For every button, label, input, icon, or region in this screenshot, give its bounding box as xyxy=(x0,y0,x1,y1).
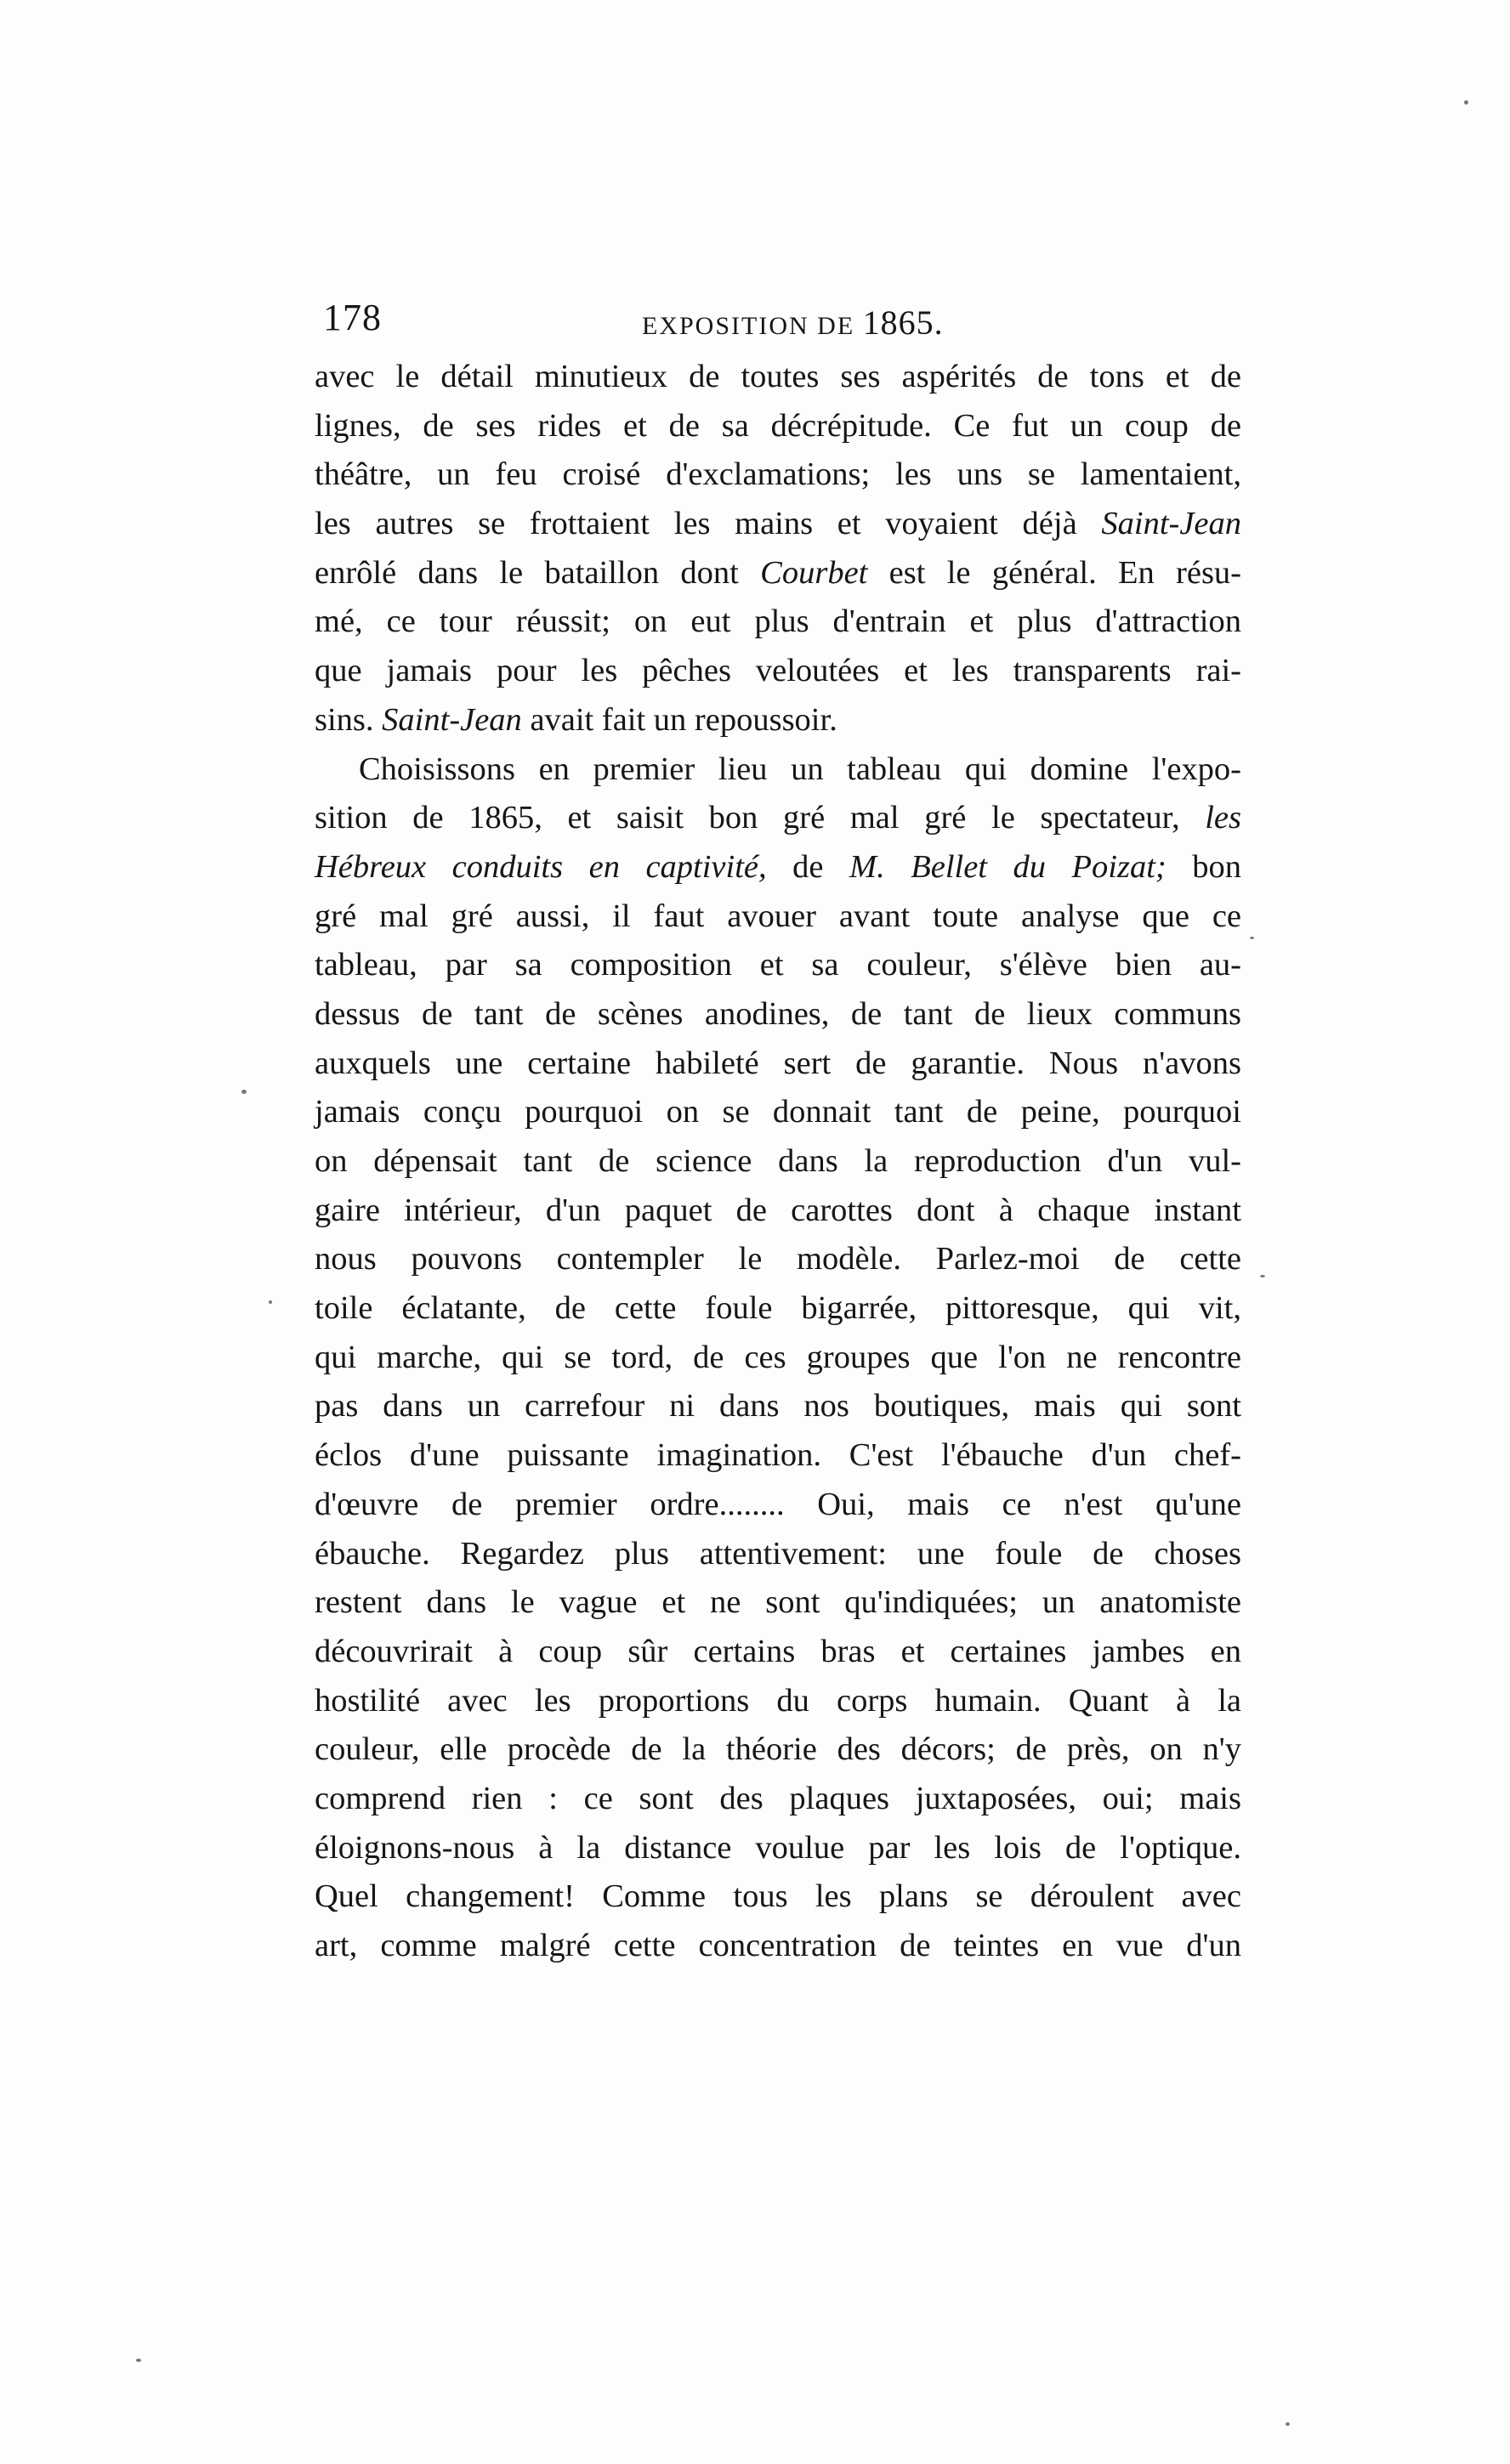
italic-name: Saint-Jean xyxy=(382,701,522,738)
running-title xyxy=(642,303,944,343)
body-text xyxy=(315,353,1241,1971)
text-line: comprend rien : ce sont des plaques juxtaposées, oui; mais xyxy=(315,1780,1241,1816)
text-line: jamais conçu pourquoi on se donnait tant de peine, pourquoi xyxy=(315,1094,1241,1130)
running-title-year: 1865. xyxy=(862,303,944,342)
text-line xyxy=(315,794,1241,843)
italic-title: Hébreux conduits en captivité, xyxy=(315,848,767,885)
text-segment: de xyxy=(792,848,824,885)
italic-name: M. Bellet du Poizat; xyxy=(849,848,1167,885)
text-line xyxy=(315,696,1241,745)
scan-speck xyxy=(1250,937,1254,939)
text-line: on dépensait tant de science dans la reproduction d'un vul- xyxy=(315,1143,1241,1179)
page-number: 178 xyxy=(323,297,382,338)
text-line: avec le détail minutieux de toutes ses aspérités de tons et de xyxy=(315,359,1241,394)
text-line: dessus de tant de scènes anodines, de tant de lieux communs xyxy=(315,995,1241,1032)
text-line: théâtre, un feu croisé d'exclamations; les uns se lamentaient, xyxy=(315,456,1241,493)
scan-speck xyxy=(269,1300,272,1304)
text-line: découvrirait à coup sûr certains bras et certaines jambes en xyxy=(315,1633,1241,1669)
text-line xyxy=(315,549,1241,598)
text-line xyxy=(315,843,1241,892)
text-line: restent dans le vague et ne sont qu'indiquées; un anatomiste xyxy=(315,1584,1241,1621)
text-line: Choisissons en premier lieu un tableau qui domine l'expo- xyxy=(359,751,1241,787)
text-line xyxy=(315,500,1241,549)
text-line: d'œuvre de premier ordre........ Oui, mais ce n'est qu'une xyxy=(315,1486,1241,1522)
italic-title: les xyxy=(1205,800,1241,836)
text-segment: sins. xyxy=(315,701,374,738)
text-segment: avait fait un repoussoir. xyxy=(530,701,837,738)
text-line: auxquels une certaine habileté sert de garantie. Nous n'avons xyxy=(315,1045,1241,1081)
text-line: Quel changement! Comme tous les plans se déroulent avec xyxy=(315,1878,1241,1915)
scan-speck xyxy=(1286,2422,1290,2426)
paragraph-2 xyxy=(315,745,1241,1971)
text-line: pas dans un carrefour ni dans nos boutiques, mais qui sont xyxy=(315,1388,1241,1425)
text-line: éloignons-nous à la distance voulue par les lois de l'optique. xyxy=(315,1829,1241,1866)
text-line: art, comme malgré cette concentration de teintes en vue d'un xyxy=(315,1928,1241,1963)
running-title-text: EXPOSITION DE xyxy=(642,312,855,340)
scan-speck xyxy=(1464,100,1468,105)
text-segment: sition de 1865, et saisit bon gré mal gré le spectateur, xyxy=(315,800,1180,836)
scan-speck xyxy=(136,2359,141,2362)
italic-name: Courbet xyxy=(760,554,868,591)
text-line: gré mal gré aussi, il faut avouer avant toute analyse que ce xyxy=(315,898,1241,934)
text-segment: enrôlé dans le bataillon dont xyxy=(315,554,739,591)
text-line: qui marche, qui se tord, de ces groupes que l'on ne rencontre xyxy=(315,1339,1241,1375)
text-line: ébauche. Regardez plus attentivement: une foule de choses xyxy=(315,1535,1241,1572)
text-line: que jamais pour les pêches veloutées et les transparents rai- xyxy=(315,653,1241,689)
paragraph-1 xyxy=(315,353,1241,745)
text-segment: les autres se frottaient les mains et voyaient déjà xyxy=(315,506,1077,542)
text-line: nous pouvons contempler le modèle. Parlez-moi de cette xyxy=(315,1241,1241,1277)
text-line: tableau, par sa composition et sa couleur, s'élève bien au- xyxy=(315,947,1241,983)
text-segment: est le général. En résu- xyxy=(888,554,1241,591)
scan-speck xyxy=(241,1090,247,1094)
text-line: toile éclatante, de cette foule bigarrée, pittoresque, qui vit, xyxy=(315,1290,1241,1327)
text-line: hostilité avec les proportions du corps humain. Quant à la xyxy=(315,1682,1241,1719)
text-line: éclos d'une puissante imagination. C'est l'ébauche d'un chef- xyxy=(315,1437,1241,1474)
scan-speck xyxy=(1260,1275,1265,1277)
text-segment: bon xyxy=(1192,848,1242,885)
text-line: mé, ce tour réussit; on eut plus d'entrain et plus d'attraction xyxy=(315,603,1241,640)
running-header xyxy=(306,296,1241,347)
text-line: couleur, elle procède de la théorie des décors; de près, on n'y xyxy=(315,1731,1241,1768)
italic-name: Saint-Jean xyxy=(1101,506,1242,542)
text-line: lignes, de ses rides et de sa décrépitude. Ce fut un coup de xyxy=(315,407,1241,444)
text-line: gaire intérieur, d'un paquet de carottes dont à chaque instant xyxy=(315,1192,1241,1228)
